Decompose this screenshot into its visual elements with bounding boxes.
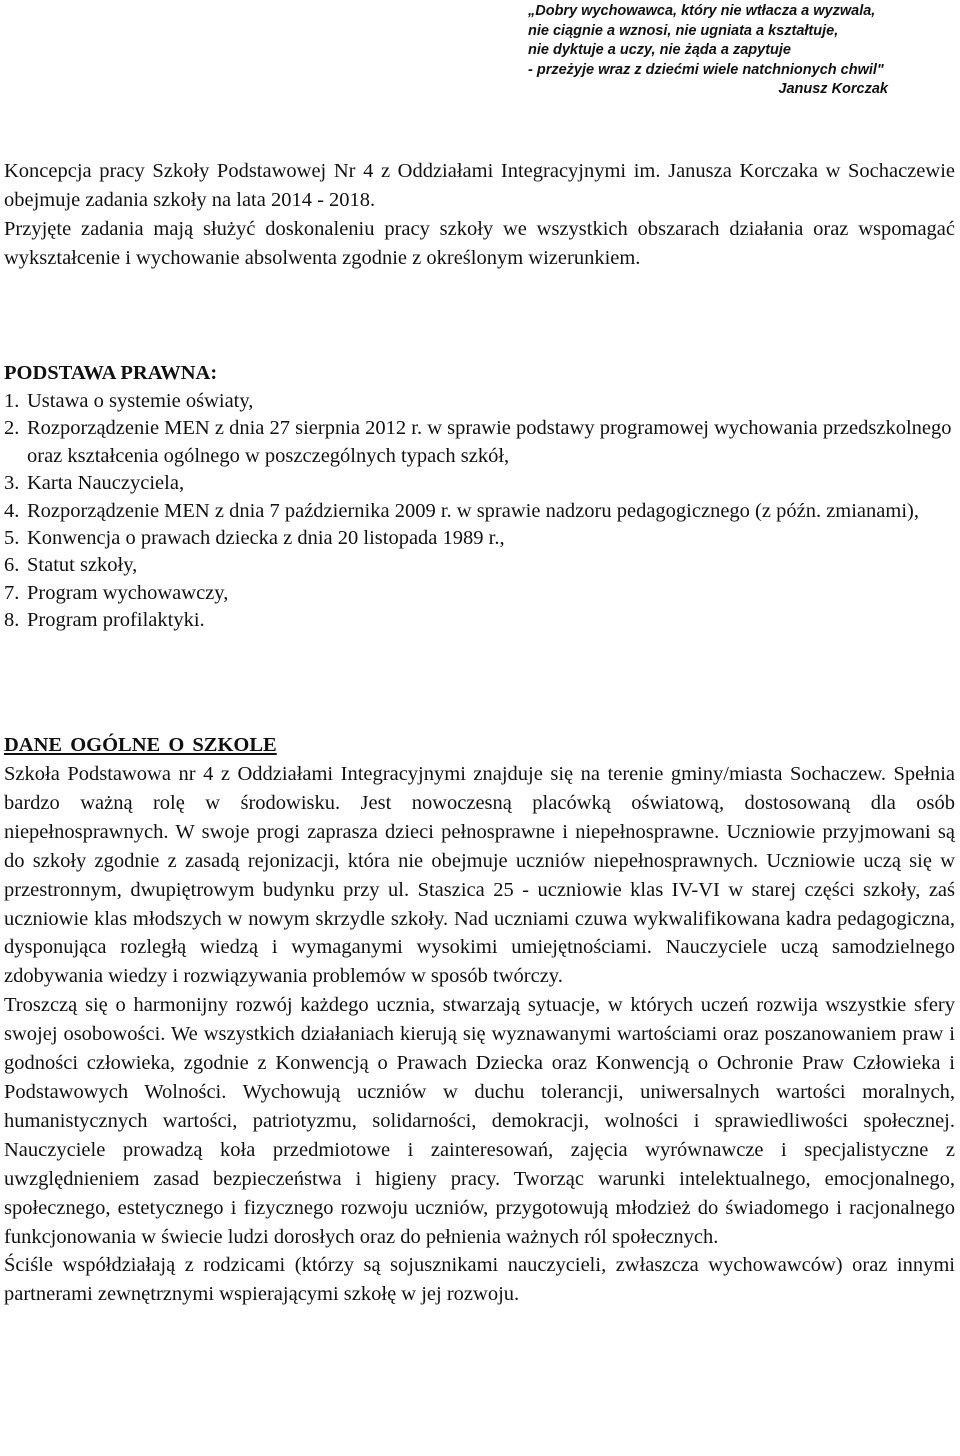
motto-author: Janusz Korczak xyxy=(778,81,888,98)
motto-line: - przeżyje wraz z dziećmi wiele natchnionych chwil" xyxy=(528,61,884,78)
general-paragraph: Szkoła Podstawowa nr 4 z Oddziałami Integracyjnymi znajduje się na terenie gminy/miasta Sochaczew. Spełnia bardzo ważną rolę w środowisku. Jest nowoczesną placówką oświatową, dostosowaną dla osób niepełnosprawnych. W swoje progi zaprasza dzieci pełnosprawne i niepełnosprawne. Uczniowie przyjmowani są do szkoły zgodnie z zasadą rejonizacji, która nie obejmuje uczniów niepełnosprawnych. Uczniowie uczą się w przestronnym, dwupiętrowym budynku przy ul. Staszica 25 - uczniowie klas IV-VI w starej części szkoły, zaś uczniowie klas młodszych w nowym skrzydle szkoły. Nad uczniami czuwa wykwalifikowana kadra pedagogiczna, dysponująca rozległą wiedzą i wymaganymi wysokimi umiejętnościami. Nauczyciele uczą samodzielnego zdobywania wiedzy i rozwiązywania problemów w sposób twórczy. xyxy=(4,763,955,988)
list-item xyxy=(4,580,955,607)
intro-paragraph: Koncepcja pracy Szkoły Podstawowej Nr 4 z Oddziałami Integracyjnymi im. Janusza Korczaka w Sochaczewie obejmuje zadania szkoły na lata 2014 - 2018. xyxy=(4,160,955,211)
general-info-heading: DANE OGÓLNE O SZKOLE xyxy=(4,734,277,756)
list-item-text: Program profilaktyki. xyxy=(27,609,205,632)
list-item xyxy=(4,470,955,497)
list-item-text: Rozporządzenie MEN z dnia 27 sierpnia 2012 r. w sprawie podstawy programowej wychowania przedszkolnego oraz kształcenia ogólnego w poszczególnych typach szkół, xyxy=(27,417,952,467)
list-item xyxy=(4,525,955,552)
list-item-number: 2. xyxy=(4,417,20,440)
list-item-number: 6. xyxy=(4,554,20,577)
legal-basis-heading: PODSTAWA PRAWNA: xyxy=(4,362,218,384)
list-item-number: 5. xyxy=(4,527,20,550)
list-item-text: Rozporządzenie MEN z dnia 7 października 2009 r. w sprawie nadzoru pedagogicznego (z późn. zmianami), xyxy=(27,499,919,522)
list-item xyxy=(4,552,955,579)
list-item xyxy=(4,607,955,634)
list-item-number: 7. xyxy=(4,581,20,604)
list-item-text: Karta Nauczyciela, xyxy=(27,472,185,495)
general-paragraph: Ściśle współdziałają z rodzicami (którzy są sojusznikami nauczycieli, zwłaszcza wychowawców) oraz innymi partnerami zewnętrznymi wspierającymi szkołę w jej rozwoju. xyxy=(4,1254,955,1306)
general-paragraph: Troszczą się o harmonijny rozwój każdego ucznia, stwarzają sytuacje, w których uczeń rozwija wszystkie sfery swojej osobowości. We wszystkich działaniach kierują się wyznawanymi wartościami oraz poszanowaniem praw i godności człowieka, zgodnie z Konwencją o Prawach Dziecka oraz Konwencją o Ochronie Praw Człowieka i Podstawowych Wolności. Wychowują uczniów w duchu tolerancji, uniwersalnych wartości moralnych, humanistycznych wartości, patriotyzmu, solidarności, demokracji, wolności i sprawiedliwości społecznej. Nauczyciele prowadzą koła przedmiotowe i zainteresowań, zajęcia wyrównawcze i specjalistyczne z uwzględnieniem zasad bezpieczeństwa i higieny pracy. Tworząc warunki intelektualnego, emocjonalnego, społecznego, estetycznego i fizycznego rozwoju uczniów, przygotowują młodzież do świadomego i racjonalnego funkcjonowania w świecie ludzi dorosłych oraz do pełnienia ważnych ról społecznych. xyxy=(4,994,955,1248)
legal-basis-list xyxy=(4,388,955,635)
motto-quote xyxy=(528,2,888,100)
list-item xyxy=(4,498,955,525)
list-item-number: 4. xyxy=(4,499,20,522)
motto-line: nie dyktuje a uczy, nie żąda a zapytuje xyxy=(528,42,791,59)
intro-section xyxy=(4,157,955,273)
list-item-number: 1. xyxy=(4,390,20,412)
list-item-text: Program wychowawczy, xyxy=(27,581,229,604)
list-item-text: Konwencja o prawach dziecka z dnia 20 listopada 1989 r., xyxy=(27,527,505,550)
list-item-number: 3. xyxy=(4,472,20,495)
list-item-number: 8. xyxy=(4,609,20,632)
list-item-text: Statut szkoły, xyxy=(27,554,138,577)
general-info-section xyxy=(4,760,955,1309)
motto-line: nie ciągnie a wznosi, nie ugniata a kształtuje, xyxy=(528,22,839,39)
motto-line: „Dobry wychowawca, który nie wtłacza a wyzwala, xyxy=(528,3,876,19)
list-item-text: Ustawa o systemie oświaty, xyxy=(27,390,254,412)
intro-paragraph: Przyjęte zadania mają służyć doskonaleniu pracy szkoły we wszystkich obszarach działania oraz wspomagać wykształcenie i wychowanie absolwenta zgodnie z określonym wizerunkiem. xyxy=(4,217,955,269)
list-item xyxy=(4,388,955,415)
list-item xyxy=(4,415,955,470)
